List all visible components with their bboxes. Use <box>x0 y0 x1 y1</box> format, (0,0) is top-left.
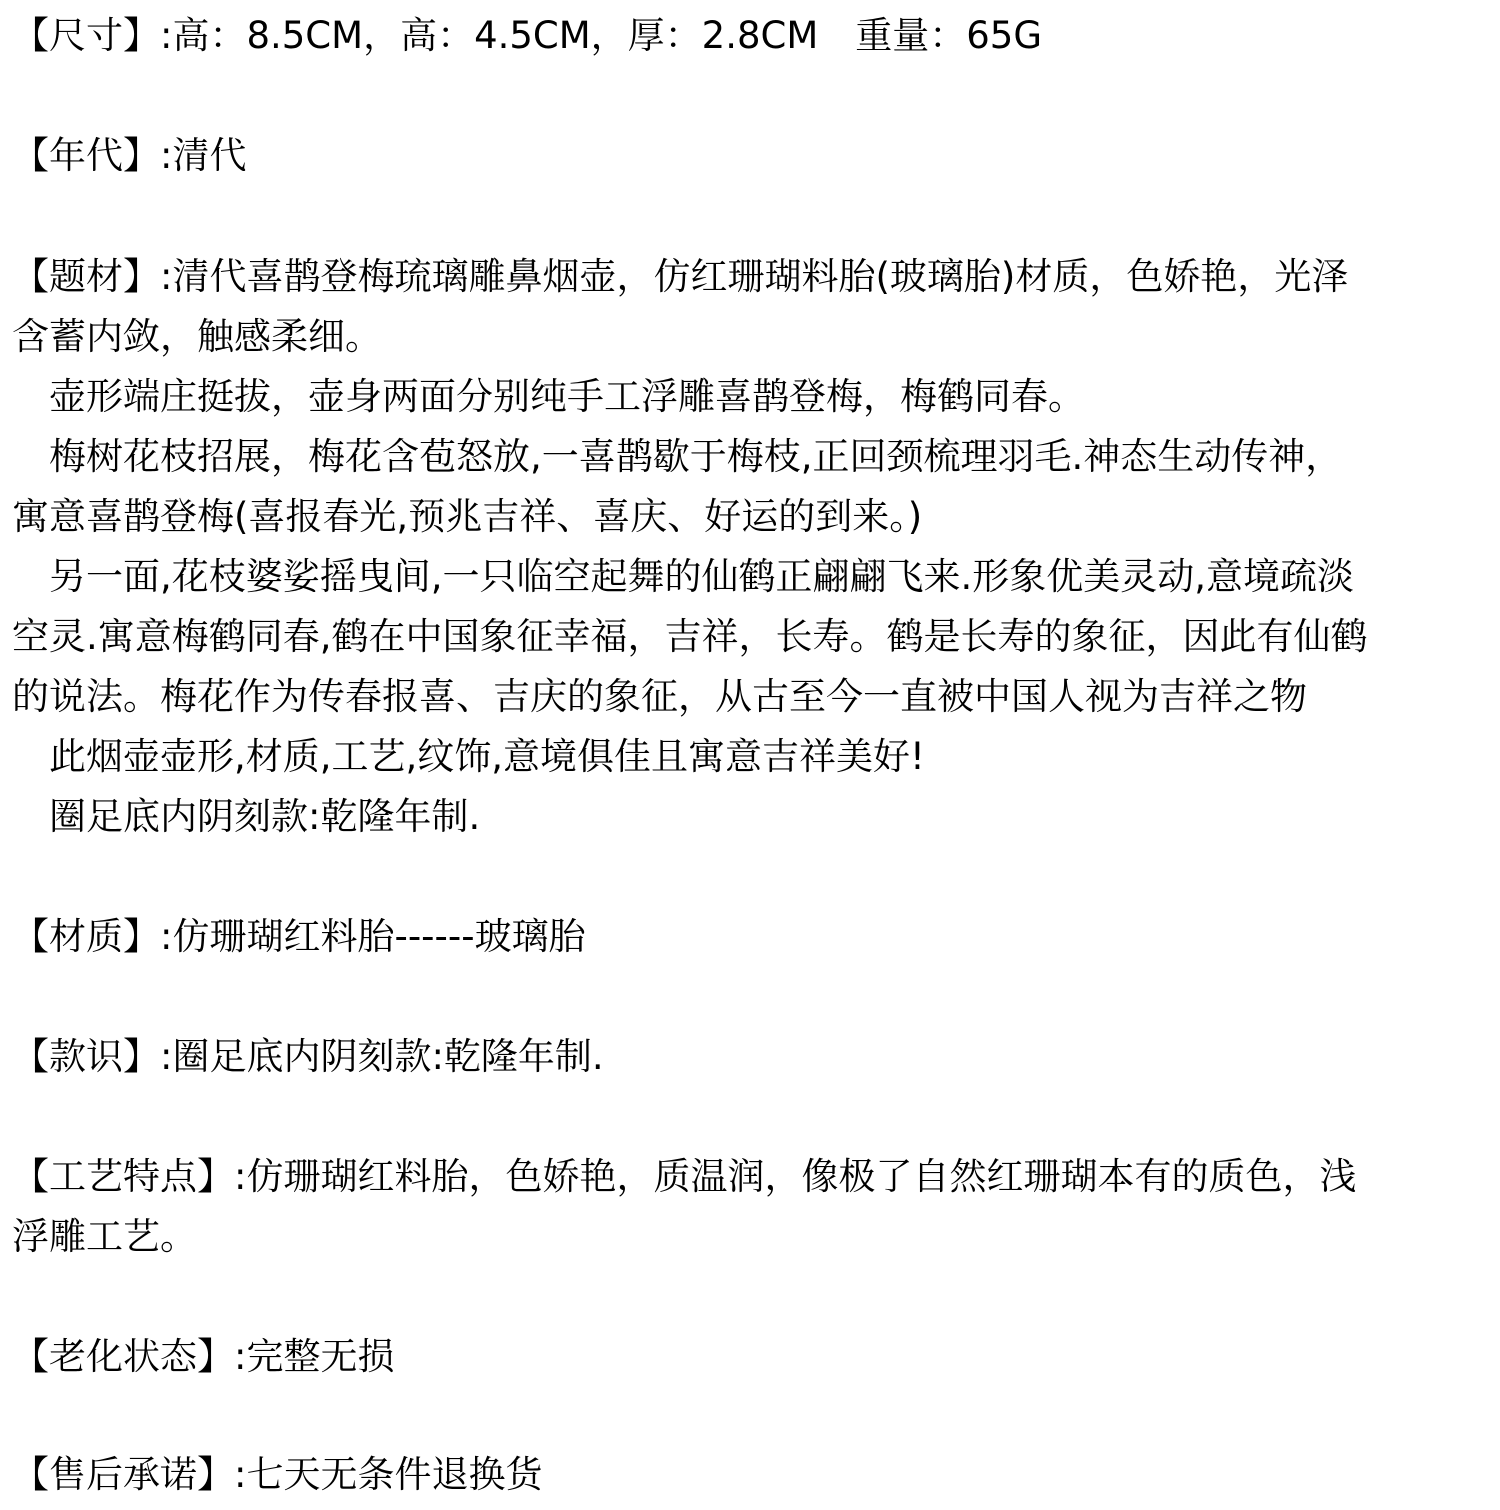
era-line: 【年代】:清代 <box>12 134 247 177</box>
after-sales-line: 【售后承诺】:七天无条件退换货 <box>12 1453 543 1496</box>
subject-line-10: 圈足底内阴刻款:乾隆年制. <box>12 795 481 838</box>
condition-line: 【老化状态】:完整无损 <box>12 1335 395 1378</box>
subject-line-1: 【题材】:清代喜鹊登梅琉璃雕鼻烟壶，仿红珊瑚料胎(玻璃胎)材质，色娇艳，光泽 <box>12 255 1349 298</box>
material-line: 【材质】:仿珊瑚红料胎------玻璃胎 <box>12 915 586 958</box>
subject-line-6: 另一面,花枝婆娑摇曳间,一只临空起舞的仙鹤正翩翩飞来.形象优美灵动,意境疏淡 <box>12 555 1355 598</box>
subject-line-4: 梅树花枝招展，梅花含苞怒放,一喜鹊歇于梅枝,正回颈梳理羽毛.神态生动传神， <box>12 435 1343 478</box>
subject-line-9: 此烟壶壶形,材质,工艺,纹饰,意境俱佳且寓意吉祥美好! <box>12 735 925 778</box>
subject-line-5: 寓意喜鹊登梅(喜报春光,预兆吉祥、喜庆、好运的到来。) <box>12 495 923 538</box>
inscription-line: 【款识】:圈足底内阴刻款:乾隆年制. <box>12 1035 604 1078</box>
subject-line-7: 空灵.寓意梅鹤同春,鹤在中国象征幸福，吉祥，长寿。鹤是长寿的象征，因此有仙鹤 <box>12 615 1368 658</box>
subject-line-8: 的说法。梅花作为传春报喜、吉庆的象征，从古至今一直被中国人视为吉祥之物 <box>12 675 1307 718</box>
subject-line-3: 壶形端庄挺拔，壶身两面分别纯手工浮雕喜鹊登梅，梅鹤同春。 <box>12 375 1085 418</box>
size-line: 【尺寸】:高：8.5CM，高：4.5CM，厚：2.8CM 重量：65G <box>12 14 1043 57</box>
craft-line-2: 浮雕工艺。 <box>12 1215 197 1258</box>
subject-line-2: 含蓄内敛，触感柔细。 <box>12 315 382 358</box>
craft-line-1: 【工艺特点】:仿珊瑚红料胎，色娇艳，质温润，像极了自然红珊瑚本有的质色，浅 <box>12 1155 1357 1198</box>
